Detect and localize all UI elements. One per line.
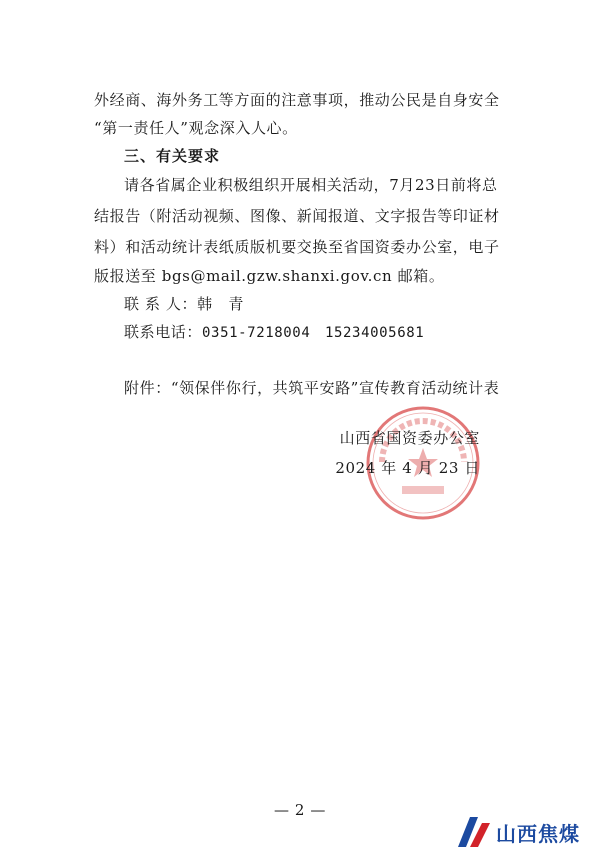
body-line-4: 请各省属企业积极组织开展相关活动，7月23日前将总 (124, 176, 498, 194)
attachment-row (124, 378, 554, 398)
brand-logo-icon (456, 815, 492, 849)
attachment-title: “领保伴你行，共筑平安路”宣传教育活动统计表 (170, 379, 500, 397)
section-heading: 三、有关要求 (124, 147, 221, 165)
contact-person-label: 联 系 人： (124, 295, 198, 313)
contact-person-row (124, 294, 554, 314)
brand-logo-text: 山西焦煤 (496, 821, 580, 846)
body-line-5: 结报告（附活动视频、图像、新闻报道、文字报告等印证材 (94, 207, 500, 225)
body-line-6: 料）和活动统计表纸质版机要交换至省国资委办公室，电子 (94, 238, 500, 256)
body-line-1: 外经商、海外务工等方面的注意事项，推动公民是自身安全 (94, 91, 500, 109)
page-number: — 2 — (273, 801, 327, 819)
contact-phone-number: 0351-7218004 15234005681 (202, 325, 425, 341)
brand-watermark (456, 812, 596, 852)
body-line-2: “第一责任人”观念深入人心。 (94, 119, 298, 137)
signature-org: 山西省国资委办公室 (339, 429, 480, 447)
contact-person-name: 韩 青 (197, 295, 244, 313)
contact-phone-label: 联系电话： (124, 323, 203, 341)
signature-date: 2024 年 4 月 23 日 (335, 459, 480, 477)
contact-phone-row (124, 322, 554, 343)
attachment-label: 附件： (124, 379, 171, 397)
body-line-7: 版报送至 bgs@mail.gzw.shanxi.gov.cn 邮箱。 (94, 267, 445, 285)
